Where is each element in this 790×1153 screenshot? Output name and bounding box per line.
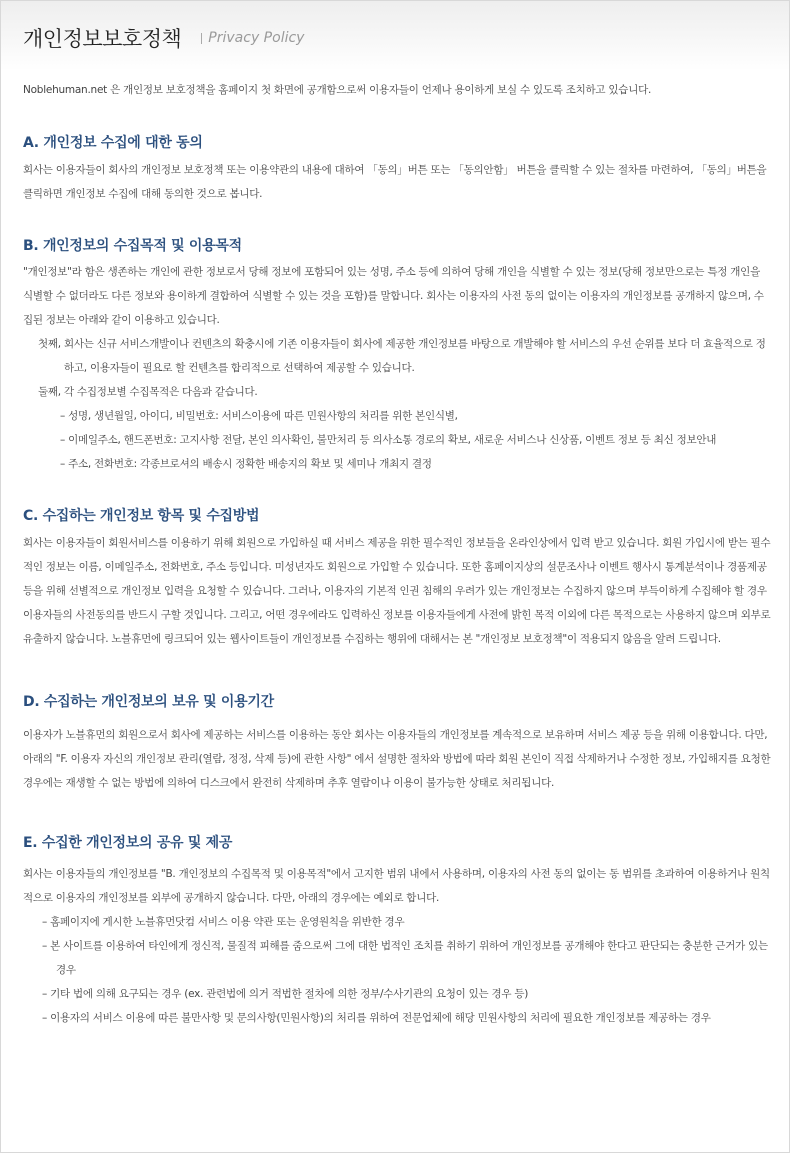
section-d-title: D. 수집하는 개인정보의 보유 및 이용기간	[23, 694, 274, 710]
section-b-title: B. 개인정보의 수집목적 및 이용목적	[23, 238, 242, 254]
section-d-body: 이용자가 노블휴먼의 회원으로서 회사에 제공하는 서비스를 이용하는 동안 회사는 이용자들의 개인정보를 계속적으로 보유하며 서비스 제공 등을 위해 이용합니다. 다만, 아래의 "F. 이용자 자신의 개인정보 관리(열람, 정정, 삭제 등)에 관한 사항" 에서 설명한 절차와 방법에 따라 회원 본인이 직접 삭제하거나 수정한 정보, 가입해지를 요청한 경우에는 재생할 수 없는 방법에 의하여 디스크에서 완전히 삭제하며 추후 열람이나 이용이 불가능한 상태로 처리됩니다.	[23, 729, 771, 789]
section-d-content	[23, 723, 771, 795]
page-header	[23, 23, 304, 53]
section-c-title: C. 수집하는 개인정보 항목 및 수집방법	[23, 508, 260, 524]
section-b-second: 둘째, 각 수집정보별 수집목적은 다음과 같습니다.	[38, 386, 258, 398]
section-b-content	[23, 260, 771, 476]
section-e-item: – 이용자의 서비스 이용에 따른 불만사항 및 문의사항(민원사항)의 처리를 위하여 전문업체에 해당 민원사항의 처리에 필요한 개인정보를 제공하는 경우	[42, 1012, 711, 1024]
section-e-item: – 홈페이지에 게시한 노블휴먼닷컴 서비스 이용 약관 또는 운영원칙을 위반한 경우	[42, 916, 405, 928]
page-title: 개인정보보호정책	[23, 27, 182, 51]
section-b-item: – 이메일주소, 핸드폰번호: 고지사항 전달, 본인 의사확인, 불만처리 등 의사소통 경로의 확보, 새로운 서비스나 신상품, 이벤트 정보 등 최신 정보안내	[60, 434, 717, 446]
policy-content	[23, 79, 771, 1030]
page-subtitle: Privacy Policy	[208, 30, 305, 46]
section-a-body: 회사는 이용자들이 회사의 개인정보 보호정책 또는 이용약관의 내용에 대하여 「동의」버튼 또는 「동의안함」 버튼을 클릭할 수 있는 절차를 마련하여, 「동의」버튼을 클릭하면 개인정보 수집에 대해 동의한 것으로 봅니다.	[23, 164, 767, 200]
intro-text: Noblehuman.net 은 개인정보 보호정책을 홈페이지 첫 화면에 공개함으로써 이용자들이 언제나 용이하게 보실 수 있도록 조치하고 있습니다.	[23, 84, 652, 96]
section-a-title: A. 개인정보 수집에 대한 동의	[23, 135, 203, 151]
title-divider	[201, 33, 202, 44]
section-c-body: 회사는 이용자들이 회원서비스를 이용하기 위해 회원으로 가입하실 때 서비스 제공을 위한 필수적인 정보들을 온라인상에서 입력 받고 있습니다. 회원 가입시에 받는 필수적인 정보는 이름, 이메일주소, 전화번호, 주소 등입니다. 미성년자도 회원으로 가입할 수 있습니다. 또한 홈페이지상의 설문조사나 이벤트 행사시 통계분석이나 경품제공 등을 위해 선별적으로 개인정보 입력을 요청할 수 있습니다. 그러나, 이용자의 기본적 인권 침해의 우려가 있는 개인정보는 수집하지 않으며 부득이하게 수집해야 할 경우 이용자들의 사전동의를 반드시 구할 것입니다. 그리고, 어떤 경우에라도 입력하신 정보를 이용자들에게 사전에 밝힌 목적 이외에 다른 목적으로는 사용하지 않으며 외부로 유출하지 않습니다. 노블휴먼에 링크되어 있는 웹사이트들이 개인정보를 수집하는 행위에 대해서는 본 "개인정보 보호정책"이 적용되지 않음을 알려 드립니다.	[23, 537, 771, 645]
section-b-first: 첫째, 회사는 신규 서비스개발이나 컨텐츠의 확충시에 기존 이용자들이 회사에 제공한 개인정보를 바탕으로 개발해야 할 서비스의 우선 순위를 보다 더 효율적으로 정하고, 이용자들이 필요로 할 컨텐츠를 합리적으로 선택하여 제공할 수 있습니다.	[38, 338, 766, 374]
section-e-title: E. 수집한 개인정보의 공유 및 제공	[23, 835, 233, 851]
section-b-item: – 성명, 생년월일, 아이디, 비밀번호: 서비스이용에 따른 민원사항의 처리를 위한 본인식별,	[60, 410, 458, 422]
section-b-body: "개인정보"라 함은 생존하는 개인에 관한 정보로서 당해 정보에 포함되어 있는 성명, 주소 등에 의하여 당해 개인을 식별할 수 있는 정보(당해 정보만으로는 특정 개인을 식별할 수 없더라도 다른 정보와 용이하게 결합하여 식별할 수 있는 것을 포함)를 말합니다. 회사는 이용자의 사전 동의 없이는 이용자의 개인정보를 공개하지 않으며, 수집된 정보는 아래와 같이 이용하고 있습니다.	[23, 266, 764, 326]
section-e-body: 회사는 이용자들의 개인정보를 "B. 개인정보의 수집목적 및 이용목적"에서 고지한 범위 내에서 사용하며, 이용자의 사전 동의 없이는 동 범위를 초과하여 이용하거나 원칙적으로 이용자의 개인정보를 외부에 공개하지 않습니다. 다만, 아래의 경우에는 예외로 합니다.	[23, 868, 770, 904]
section-c-content	[23, 531, 771, 651]
section-e-item: – 기타 법에 의해 요구되는 경우 (ex. 관련법에 의거 적법한 절차에 의한 정부/수사기관의 요청이 있는 경우 등)	[42, 988, 529, 1000]
section-b-item: – 주소, 전화번호: 각종브로셔의 배송시 정확한 배송지의 확보 및 세미나 개최지 결정	[60, 458, 432, 470]
section-e-item: – 본 사이트를 이용하여 타인에게 정신적, 물질적 피해를 줌으로써 그에 대한 법적인 조치를 취하기 위하여 개인정보를 공개해야 한다고 판단되는 충분한 근거가 있는 경우	[42, 940, 768, 976]
section-a-body-wrap	[23, 158, 771, 206]
section-e-content	[23, 862, 771, 1030]
